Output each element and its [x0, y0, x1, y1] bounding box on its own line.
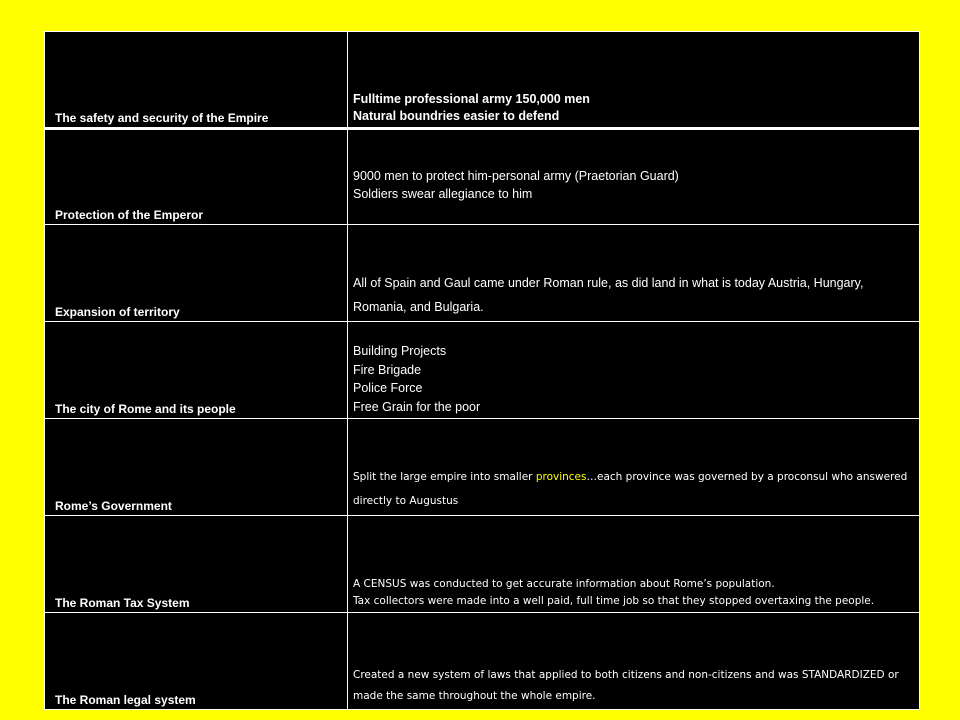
detail-cell: [348, 129, 920, 225]
topic-text: The safety and security of the Empire: [55, 111, 269, 125]
topic-text: The Roman Tax System: [55, 596, 190, 610]
detail-cell: [348, 419, 920, 516]
detail-text: Split the large empire into smaller: [353, 471, 536, 483]
augustus-achievements-table: [44, 31, 920, 710]
topic-cell: [45, 613, 348, 710]
detail-spacer: [353, 204, 913, 223]
detail-highlight: provinces: [535, 471, 587, 483]
table-row: [45, 225, 920, 322]
detail-line: Soldiers swear allegiance to him: [353, 187, 533, 201]
topic-cell: [45, 32, 348, 129]
detail-line: Fulltime professional army 150,000 men: [353, 92, 590, 106]
detail-line: 9000 men to protect him-personal army (Praetorian Guard): [353, 168, 679, 183]
topic-cell: [45, 129, 348, 225]
detail-line: All of Spain and Gaul came under Roman rule, as did land in what is today Austria, Hungary, Romania, and Bulgaria.: [353, 276, 864, 314]
detail-line: Free Grain for the poor: [353, 399, 481, 414]
topic-cell: [45, 516, 348, 613]
table-row: [45, 32, 920, 129]
detail-line: Created a new system of laws that applied to both citizens and non-citizens and was STANDARDIZED or made the same throughout the whole empire.: [353, 669, 899, 702]
topic-text: Protection of the Emperor: [55, 208, 204, 222]
topic-text: Expansion of territory: [55, 305, 180, 319]
detail-cell: [348, 613, 920, 710]
table-row: [45, 129, 920, 225]
topic-cell: [45, 225, 348, 322]
topic-text: Rome’s Government: [55, 499, 172, 513]
detail-cell: [348, 225, 920, 322]
detail-line: Fire Brigade: [353, 362, 422, 377]
detail-line: Natural boundries easier to defend: [353, 109, 560, 123]
detail-text: …each province was governed by a proconsul who answered directly to Augustus: [353, 471, 908, 507]
detail-cell: [348, 516, 920, 613]
detail-line: A CENSUS was conducted to get accurate information about Rome’s population.: [353, 578, 775, 590]
detail-line: Police Force: [353, 381, 423, 395]
topic-text: The Roman legal system: [55, 693, 196, 707]
detail-line: Tax collectors were made into a well paid, full time job so that they stopped overtaxing the people.: [353, 595, 875, 607]
detail-cell: [348, 322, 920, 419]
detail-line: Building Projects: [353, 344, 447, 358]
topic-cell: [45, 419, 348, 516]
table-row: [45, 322, 920, 419]
topic-text: The city of Rome and its people: [55, 402, 236, 416]
table-row: [45, 516, 920, 613]
detail-cell: [348, 32, 920, 129]
topic-cell: [45, 322, 348, 419]
table-row: [45, 419, 920, 516]
table-row: [45, 613, 920, 710]
